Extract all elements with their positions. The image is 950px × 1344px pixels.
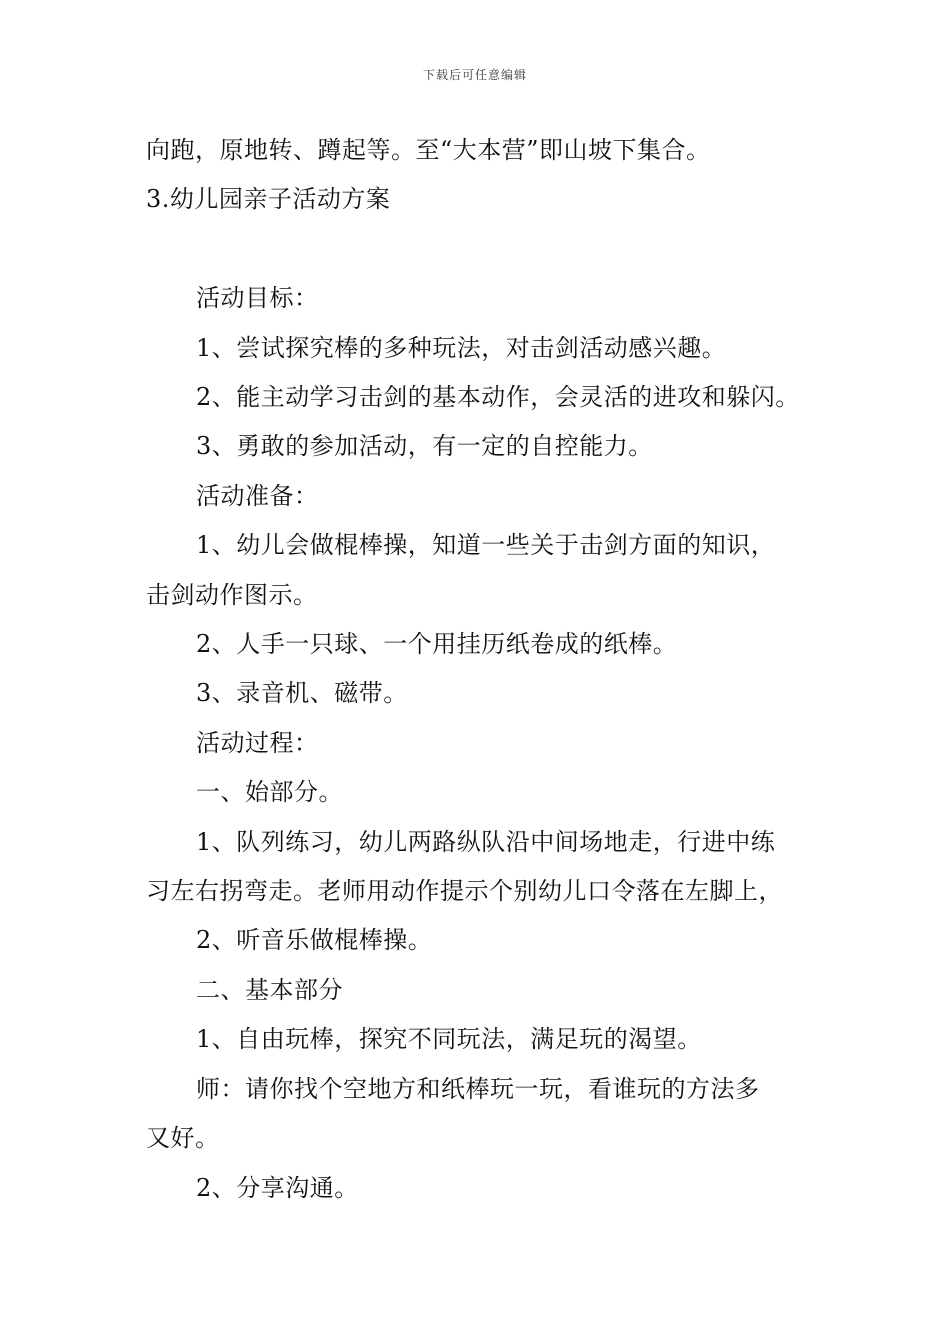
subheading-process: 活动过程： xyxy=(196,728,319,757)
paragraph-line: 1、队列练习，幼儿两路纵队沿中间场地走，行进中练 xyxy=(196,827,776,856)
paragraph-line: 3、勇敢的参加活动，有一定的自控能力。 xyxy=(196,432,653,461)
paragraph-line: 习左右拐弯走。老师用动作提示个别幼儿口令落在左脚上， xyxy=(146,877,783,906)
paragraph-line: 2、人手一只球、一个用挂历纸卷成的纸棒。 xyxy=(196,630,678,659)
paragraph-line: 向跑，原地转、蹲起等。至“大本营”即山坡下集合。 xyxy=(146,136,711,164)
paragraph-line: 2、分享沟通。 xyxy=(196,1173,359,1202)
paragraph-line: 3、录音机、磁带。 xyxy=(196,679,408,708)
paragraph-line: 2、听音乐做棍棒操。 xyxy=(196,926,433,955)
subheading-goals: 活动目标： xyxy=(196,284,319,313)
paragraph-line: 一、始部分。 xyxy=(196,778,343,807)
paragraph-line: 1、幼儿会做棍棒操，知道一些关于击剑方面的知识， xyxy=(196,531,776,560)
paragraph-line: 二、基本部分 xyxy=(196,975,343,1004)
paragraph-line: 1、自由玩棒，探究不同玩法，满足玩的渴望。 xyxy=(196,1025,702,1054)
paragraph-line: 又好。 xyxy=(146,1124,220,1153)
paragraph-line: 师：请你找个空地方和纸棒玩一玩，看谁玩的方法多 xyxy=(196,1074,760,1103)
document-body xyxy=(146,126,816,1213)
paragraph-line: 2、能主动学习击剑的基本动作，会灵活的进攻和躲闪。 xyxy=(196,383,800,412)
subheading-preparation: 活动准备： xyxy=(196,481,319,510)
paragraph-line: 1、尝试探究棒的多种玩法，对击剑活动感兴趣。 xyxy=(196,333,727,362)
blank-line xyxy=(146,225,816,274)
paragraph-line: 击剑动作图示。 xyxy=(146,580,318,609)
page-header: 下载后可任意编辑 xyxy=(422,68,527,82)
section-title: 3.幼儿园亲子活动方案 xyxy=(146,185,391,214)
